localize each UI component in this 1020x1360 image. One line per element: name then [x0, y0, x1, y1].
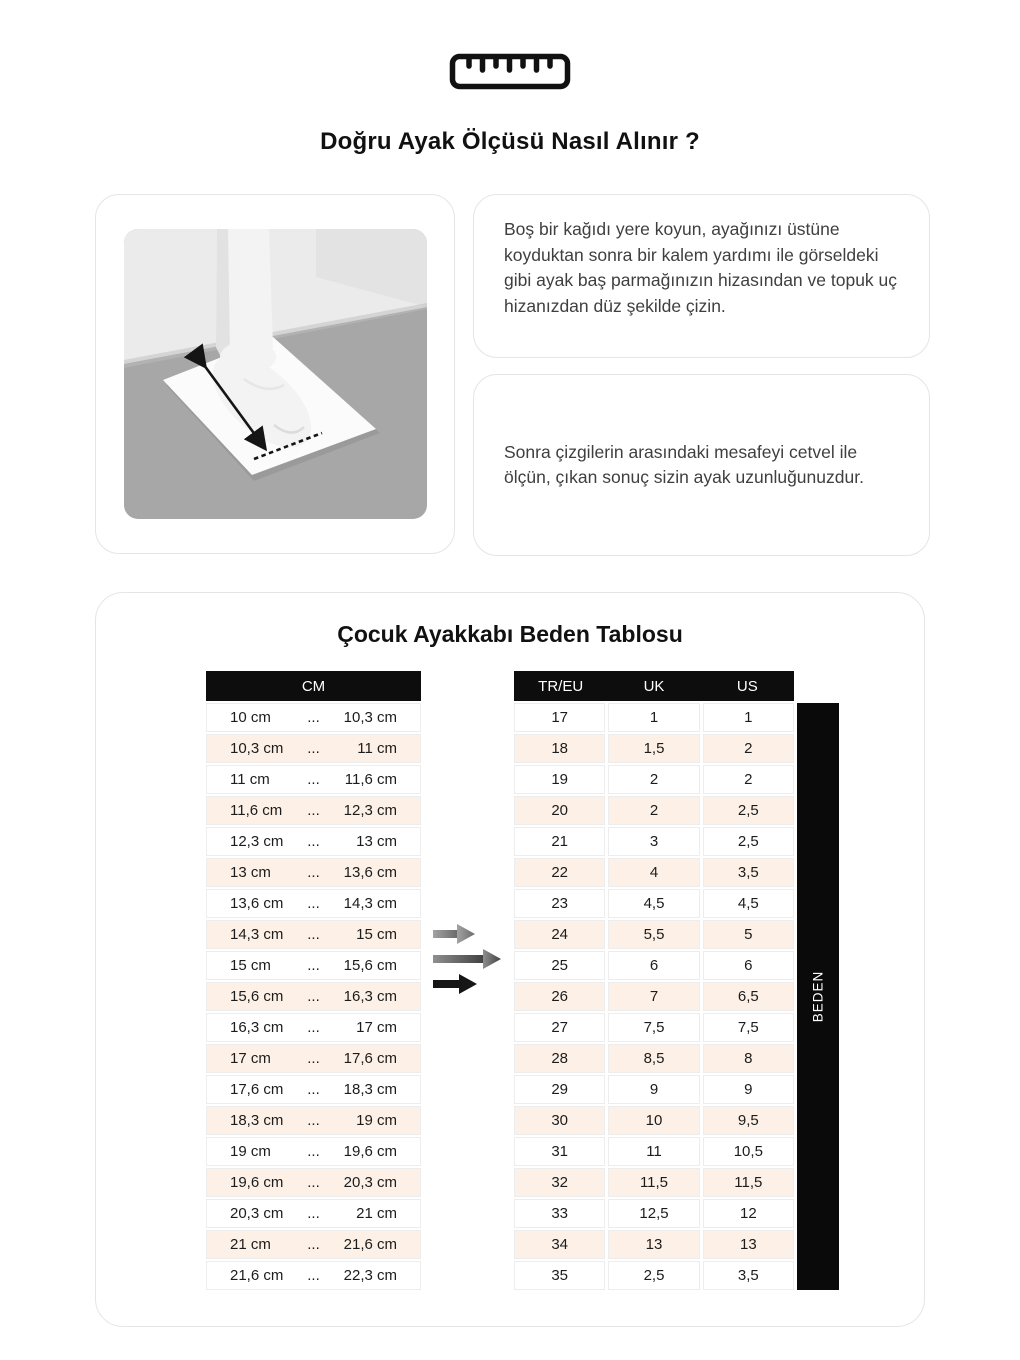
size-cell-us: 13 — [703, 1230, 794, 1259]
cm-table-row — [206, 1199, 421, 1228]
size-cell-uk: 13 — [608, 1230, 699, 1259]
size-cell-treu: 33 — [514, 1199, 605, 1228]
size-cell-us: 7,5 — [703, 1013, 794, 1042]
cm-range-separator: ... — [307, 709, 320, 726]
foot-photo-card — [95, 194, 455, 554]
size-cell-uk: 5,5 — [608, 920, 699, 949]
cm-range-separator: ... — [307, 1205, 320, 1222]
cm-table-row — [206, 703, 421, 732]
cm-range-to: 21,6 cm — [343, 1236, 397, 1253]
size-cell-us: 9 — [703, 1075, 794, 1104]
cm-range-separator: ... — [307, 864, 320, 881]
cm-range-to: 15,6 cm — [343, 957, 397, 974]
size-cell-us: 11,5 — [703, 1168, 794, 1197]
size-cell-treu: 32 — [514, 1168, 605, 1197]
foot-measurement-photo — [124, 229, 427, 519]
size-cell-treu: 34 — [514, 1230, 605, 1259]
cm-table-row — [206, 951, 421, 980]
size-cell-uk: 11 — [608, 1137, 699, 1166]
size-tables-row — [96, 671, 924, 1292]
size-cell-treu: 25 — [514, 951, 605, 980]
cm-range-to: 20,3 cm — [343, 1174, 397, 1191]
cm-range-to: 18,3 cm — [343, 1081, 397, 1098]
size-cell-us: 2,5 — [703, 796, 794, 825]
size-cell-us: 1 — [703, 703, 794, 732]
cm-range-separator: ... — [307, 926, 320, 943]
size-cell-uk: 3 — [608, 827, 699, 856]
size-cell-treu: 19 — [514, 765, 605, 794]
instruction-step-2-text: Sonra çizgilerin arasındaki mesafeyi cetvel ile ölçün, çıkan sonuç sizin ayak uzunluğunuzdur. — [504, 441, 864, 487]
size-cell-us: 2 — [703, 765, 794, 794]
cm-range-to: 11,6 cm — [344, 771, 397, 788]
size-cell-uk: 8,5 — [608, 1044, 699, 1073]
size-table-header — [514, 671, 794, 701]
size-cell-uk: 12,5 — [608, 1199, 699, 1228]
size-cell-us: 3,5 — [703, 858, 794, 887]
size-cell-uk: 1,5 — [608, 734, 699, 763]
beden-vertical-bar — [797, 703, 839, 1290]
size-cell-uk: 4,5 — [608, 889, 699, 918]
cm-table-row — [206, 734, 421, 763]
cm-range-from: 10,3 cm — [230, 740, 284, 757]
cm-range-from: 13,6 cm — [230, 895, 284, 912]
cm-range-separator: ... — [307, 988, 320, 1005]
cm-range-to: 13 cm — [356, 833, 397, 850]
size-cell-treu: 18 — [514, 734, 605, 763]
instruction-step-1-text: Boş bir kağıdı yere koyun, ayağınızı üstüne koyduktan sonra bir kalem yardımı ile görseldeki gibi ayak baş parmağınızın hizasından ve topuk uç hizanızdan düz şekilde çizin. — [504, 219, 898, 316]
size-cell-treu: 24 — [514, 920, 605, 949]
size-cell-uk: 2,5 — [608, 1261, 699, 1290]
cm-range-to: 17 cm — [356, 1019, 397, 1036]
cm-range-separator: ... — [307, 1143, 320, 1160]
size-cell-treu: 29 — [514, 1075, 605, 1104]
size-cell-us: 2 — [703, 734, 794, 763]
measurement-section — [95, 194, 930, 556]
arrows-column — [421, 671, 514, 1292]
cm-range-from: 17 cm — [230, 1050, 271, 1067]
size-cell-us: 6 — [703, 951, 794, 980]
cm-range-separator: ... — [307, 1050, 320, 1067]
cm-table-header: CM — [206, 671, 421, 701]
size-table-body — [514, 703, 794, 1290]
cm-table-row — [206, 889, 421, 918]
cm-range-to: 16,3 cm — [343, 988, 397, 1005]
cm-range-from: 15,6 cm — [230, 988, 284, 1005]
size-cell-treu: 21 — [514, 827, 605, 856]
cm-range-from: 17,6 cm — [230, 1081, 284, 1098]
cm-range-to: 10,3 cm — [343, 709, 397, 726]
cm-table-row — [206, 1013, 421, 1042]
cm-range-from: 19,6 cm — [230, 1174, 284, 1191]
size-cell-treu: 17 — [514, 703, 605, 732]
cm-range-from: 10 cm — [230, 709, 271, 726]
cm-range-to: 17,6 cm — [343, 1050, 397, 1067]
size-cell-treu: 35 — [514, 1261, 605, 1290]
cm-range-from: 14,3 cm — [230, 926, 284, 943]
cm-range-from: 21,6 cm — [230, 1267, 284, 1284]
cm-range-to: 13,6 cm — [343, 864, 397, 881]
size-cell-us: 3,5 — [703, 1261, 794, 1290]
cm-range-from: 12,3 cm — [230, 833, 284, 850]
ruler-icon-wrap — [0, 0, 1020, 95]
cm-range-to: 12,3 cm — [343, 802, 397, 819]
cm-range-from: 19 cm — [230, 1143, 271, 1160]
size-cell-us: 8 — [703, 1044, 794, 1073]
cm-table-row — [206, 858, 421, 887]
instruction-step-1 — [473, 194, 930, 358]
size-cell-treu: 31 — [514, 1137, 605, 1166]
cm-range-from: 11 cm — [230, 771, 270, 788]
cm-table-row — [206, 1230, 421, 1259]
cm-range-separator: ... — [307, 1112, 320, 1129]
cm-table-row — [206, 1075, 421, 1104]
size-chart-title: Çocuk Ayakkabı Beden Tablosu — [337, 621, 683, 647]
cm-table-body — [206, 703, 421, 1290]
size-cell-treu: 20 — [514, 796, 605, 825]
cm-table-row — [206, 1137, 421, 1166]
double-arrows-icon — [432, 671, 504, 1004]
cm-range-from: 11,6 cm — [230, 802, 283, 819]
size-table-header-us: US — [736, 677, 758, 695]
size-cell-us: 9,5 — [703, 1106, 794, 1135]
cm-range-to: 19,6 cm — [343, 1143, 397, 1160]
cm-range-separator: ... — [307, 895, 320, 912]
cm-range-from: 21 cm — [230, 1236, 271, 1253]
size-cell-us: 10,5 — [703, 1137, 794, 1166]
cm-table-row — [206, 765, 421, 794]
cm-range-separator: ... — [307, 740, 320, 757]
size-cell-uk: 4 — [608, 858, 699, 887]
size-cell-uk: 10 — [608, 1106, 699, 1135]
cm-range-separator: ... — [307, 1081, 320, 1098]
cm-range-separator: ... — [307, 1267, 320, 1284]
cm-range-to: 14,3 cm — [343, 895, 397, 912]
cm-range-from: 15 cm — [230, 957, 271, 974]
size-cell-us: 5 — [703, 920, 794, 949]
cm-range-separator: ... — [307, 1174, 320, 1191]
beden-label: BEDEN — [810, 970, 826, 1023]
cm-range-from: 18,3 cm — [230, 1112, 284, 1129]
instruction-step-2 — [473, 374, 930, 556]
cm-table-row — [206, 982, 421, 1011]
cm-table — [206, 671, 421, 1292]
size-table-header-treu: TR/EU — [538, 677, 584, 695]
cm-range-from: 13 cm — [230, 864, 271, 881]
size-cell-uk: 2 — [608, 796, 699, 825]
cm-table-row — [206, 1261, 421, 1290]
cm-range-to: 21 cm — [356, 1205, 397, 1222]
size-cell-treu: 22 — [514, 858, 605, 887]
page-title: Doğru Ayak Ölçüsü Nasıl Alınır ? — [320, 128, 700, 155]
size-cell-uk: 11,5 — [608, 1168, 699, 1197]
size-cell-uk: 6 — [608, 951, 699, 980]
cm-range-separator: ... — [307, 802, 320, 819]
cm-range-separator: ... — [307, 1236, 320, 1253]
cm-table-row — [206, 1168, 421, 1197]
cm-table-row — [206, 796, 421, 825]
cm-range-separator: ... — [307, 771, 320, 788]
instruction-column — [473, 194, 930, 556]
size-cell-uk: 7,5 — [608, 1013, 699, 1042]
cm-range-to: 11 cm — [357, 740, 397, 757]
size-table-header-uk: UK — [643, 677, 665, 695]
cm-table-row — [206, 1106, 421, 1135]
size-cell-treu: 27 — [514, 1013, 605, 1042]
cm-range-from: 20,3 cm — [230, 1205, 284, 1222]
cm-table-row — [206, 827, 421, 856]
cm-range-separator: ... — [307, 833, 320, 850]
cm-range-to: 22,3 cm — [343, 1267, 397, 1284]
ruler-icon — [449, 53, 571, 95]
cm-table-row — [206, 1044, 421, 1073]
cm-range-to: 15 cm — [356, 926, 397, 943]
size-cell-us: 12 — [703, 1199, 794, 1228]
size-cell-uk: 7 — [608, 982, 699, 1011]
size-cell-uk: 9 — [608, 1075, 699, 1104]
size-cell-treu: 30 — [514, 1106, 605, 1135]
size-table — [514, 671, 794, 1292]
size-chart-card — [95, 592, 925, 1327]
size-cell-treu: 26 — [514, 982, 605, 1011]
cm-table-row — [206, 920, 421, 949]
cm-range-separator: ... — [307, 957, 320, 974]
size-cell-uk: 2 — [608, 765, 699, 794]
size-cell-treu: 23 — [514, 889, 605, 918]
cm-range-from: 16,3 cm — [230, 1019, 284, 1036]
size-cell-us: 4,5 — [703, 889, 794, 918]
size-cell-us: 6,5 — [703, 982, 794, 1011]
cm-range-separator: ... — [307, 1019, 320, 1036]
size-cell-uk: 1 — [608, 703, 699, 732]
size-cell-us: 2,5 — [703, 827, 794, 856]
cm-range-to: 19 cm — [356, 1112, 397, 1129]
size-cell-treu: 28 — [514, 1044, 605, 1073]
